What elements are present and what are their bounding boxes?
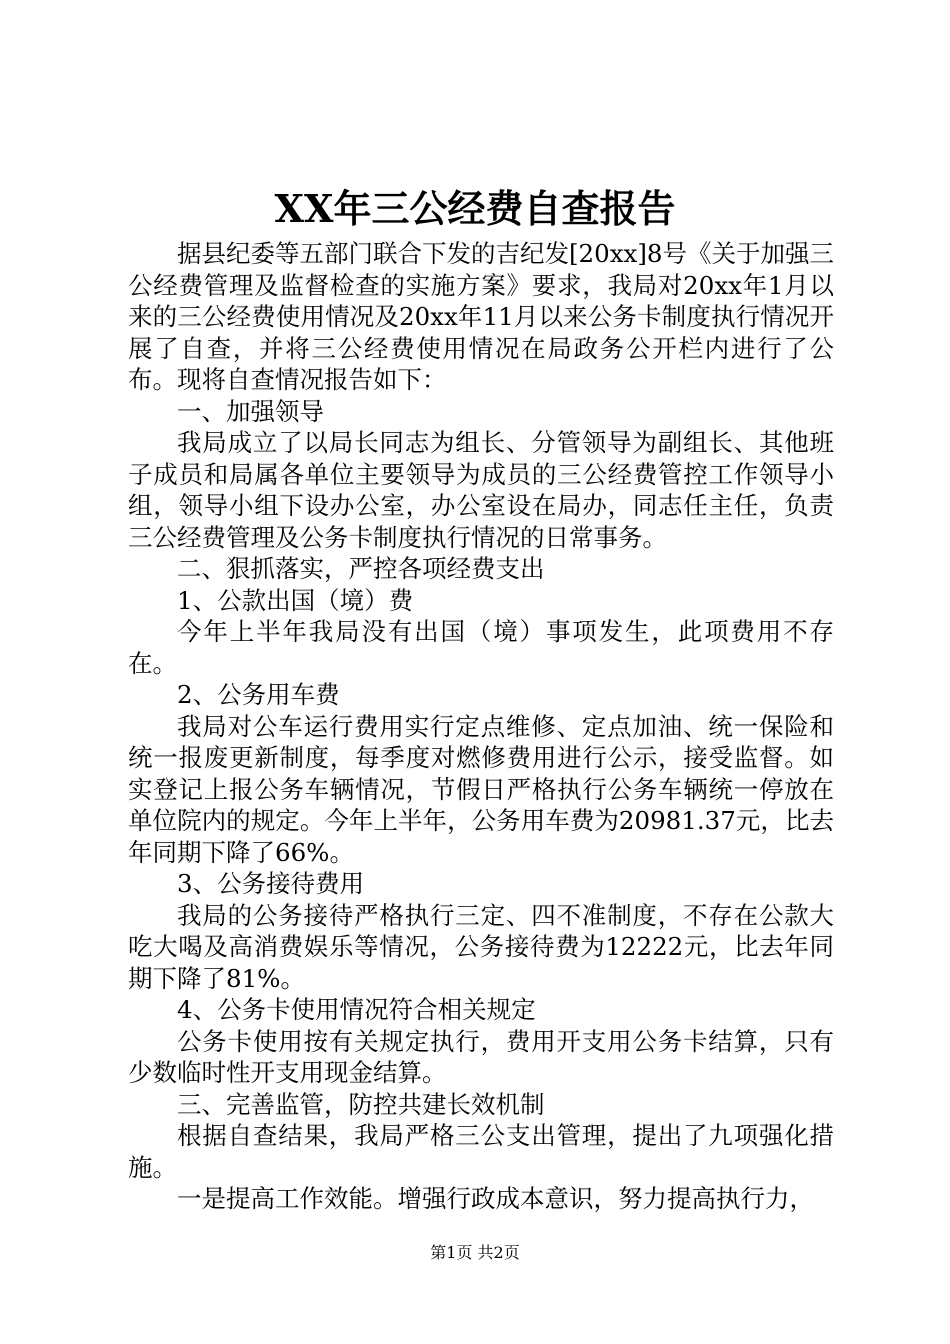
document-body xyxy=(128,238,834,1215)
page-title: XX年三公经费自查报告 xyxy=(274,186,676,231)
paragraph: 我局成立了以局长同志为组长、分管领导为副组长、其他班子成员和局属各单位主要领导为成员的三公经费管控工作领导小组，领导小组下设办公室，办公室设在局办，同志任主任，负责三公经费管理及公务卡制度执行情况的日常事务。 xyxy=(128,428,834,552)
paragraph: 一是提高工作效能。增强行政成本意识，努力提高执行力， xyxy=(177,1184,814,1213)
paragraph: 我局对公车运行费用实行定点维修、定点加油、统一保险和统一报废更新制度，每季度对燃修费用进行公示，接受监督。如实登记上报公务车辆情况，节假日严格执行公务车辆统一停放在单位院内的规定。今年上半年，公务用车费为20981.37元，比去年同期下降了66%。 xyxy=(128,711,834,867)
page-footer: 第1页 共2页 xyxy=(430,1243,520,1262)
paragraph: 根据自查结果，我局严格三公支出管理，提出了九项强化措施。 xyxy=(128,1121,834,1182)
subsection-heading: 1、公款出国（境）费 xyxy=(177,585,414,615)
paragraph: 我局的公务接待严格执行三定、四不准制度，不存在公款大吃大喝及高消费娱乐等情况，公务接待费为12222元，比去年同期下降了81%。 xyxy=(128,900,834,993)
subsection-heading: 2、公务用车费 xyxy=(177,680,340,709)
section-heading: 一、加强领导 xyxy=(177,396,324,426)
paragraph: 公务卡使用按有关规定执行，费用开支用公务卡结算，只有少数临时性开支用现金结算。 xyxy=(128,1026,834,1087)
section-heading: 二、狠抓落实，严控各项经费支出 xyxy=(177,554,545,583)
subsection-heading: 3、公务接待费用 xyxy=(177,869,365,898)
section-heading: 三、完善监管，防控共建长效机制 xyxy=(177,1089,545,1119)
paragraph: 今年上半年我局没有出国（境）事项发生，此项费用不存在。 xyxy=(128,617,834,678)
subsection-heading: 4、公务卡使用情况符合相关规定 xyxy=(177,995,536,1024)
paragraph: 据县纪委等五部门联合下发的吉纪发[20xx]8号《关于加强三公经费管理及监督检查的实施方案》要求，我局对20xx年1月以来的三公经费使用情况及20xx年11月以来公务卡制度执行情况开展了自查，并将三公经费使用情况在局政务公开栏内进行了公布。现将自查情况报告如下： xyxy=(128,239,835,394)
